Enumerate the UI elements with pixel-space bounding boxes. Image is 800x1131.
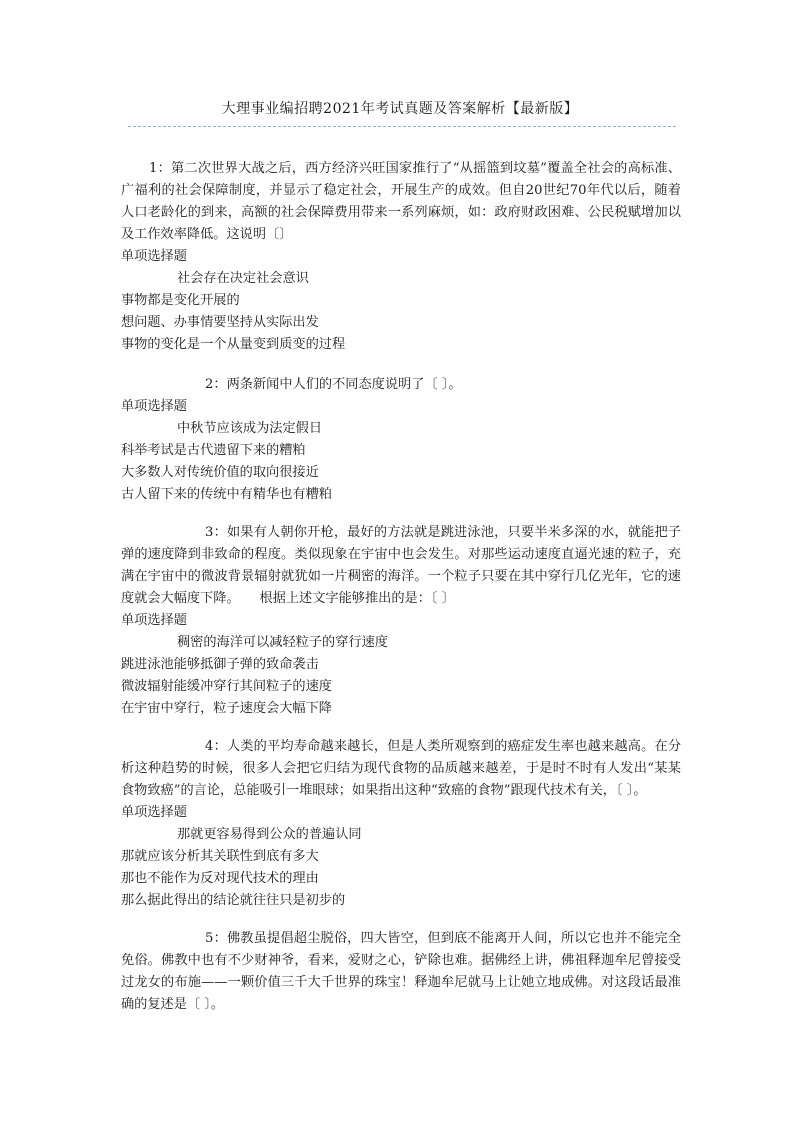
question-stem: 人类的平均寿命越来越长，但是人类所观察到的癌症发生率也越来越高。在分析这种趋势的时候，很多人会把它归结为现代食物的品质越来越差，于是时不时有人发出“某某食物致癌”的言论，总能吸引一堆眼球；如果指出这种“致癌的食物”跟现代技术有关，〔 〕。 bbox=[121, 739, 682, 798]
question-type: 单项选择题 bbox=[121, 805, 187, 820]
question-stem: 第二次世界大战之后，西方经济兴旺国家推行了“从摇篮到坟墓”覆盖全社会的高标准、广福利的社会保障制度，并显示了稳定社会，开展生产的成效。但自20世纪70年代以后，随着人口老龄化的到来，高额的社会保障费用带来一系列麻烦，如：政府财政困难、公民税赋增加以及工作效率降低。这说明〔〕 bbox=[121, 161, 681, 242]
question-number: 1： bbox=[149, 161, 172, 176]
option-c: 想问题、办事情要坚持从实际出发 bbox=[121, 315, 319, 330]
question-4 bbox=[121, 736, 681, 912]
question-number: 3： bbox=[205, 525, 227, 540]
option-c: 微波辐射能缓冲穿行其间粒子的速度 bbox=[121, 679, 332, 694]
question-number: 2： bbox=[205, 377, 227, 392]
option-a: 稠密的海洋可以减轻粒子的穿行速度 bbox=[177, 635, 388, 650]
option-a: 那就更容易得到公众的普遍认同 bbox=[177, 827, 362, 842]
question-type: 单项选择题 bbox=[121, 613, 187, 628]
option-c: 大多数人对传统价值的取向很接近 bbox=[121, 465, 319, 480]
question-type: 单项选择题 bbox=[121, 399, 187, 414]
option-a: 中秋节应该成为法定假日 bbox=[177, 421, 323, 436]
question-stem: 佛教虽提倡超尘脱俗，四大皆空，但到底不能离开人间，所以它也并不能完全免俗。佛教中也有不少财神爷，看来，爱财之心，铲除也难。据佛经上讲，佛祖释迦牟尼曾接受过龙女的布施——一颗价值三千大千世界的珠宝！释迦牟尼就马上让她立地成佛。对这段话最准确的复述是〔 〕。 bbox=[121, 931, 682, 1012]
question-2 bbox=[121, 374, 681, 506]
option-d: 在宇宙中穿行，粒子速度会大幅下降 bbox=[121, 701, 332, 716]
title-divider bbox=[128, 126, 676, 127]
option-b: 跳进泳池能够抵御子弹的致命袭击 bbox=[121, 657, 319, 672]
option-d: 那么据此得出的结论就往往只是初步的 bbox=[121, 893, 346, 908]
option-b: 科举考试是古代遗留下来的糟粕 bbox=[121, 443, 306, 458]
question-list bbox=[121, 158, 681, 1032]
question-number: 5： bbox=[205, 931, 227, 946]
option-d: 古人留下来的传统中有精华也有糟粕 bbox=[121, 487, 332, 502]
question-stem: 如果有人朝你开枪，最好的方法就是跳进泳池，只要半米多深的水，就能把子弹的速度降到非致命的程度。类似现象在宇宙中也会发生。对那些运动速度直逼光速的粒子，充满在宇宙中的微波背景辐射就犹如一片稠密的海洋。一个粒子只要在其中穿行几亿光年，它的速度就会大幅度下降。 根据上述文字能够推出的是：〔 〕 bbox=[121, 525, 682, 606]
option-b: 事物都是变化开展的 bbox=[121, 293, 240, 308]
document-title: 大理事业编招聘2021年考试真题及答案解析【最新版】 bbox=[221, 101, 579, 117]
option-c: 那也不能作为反对现代技术的理由 bbox=[121, 871, 319, 886]
option-b: 那就应该分析其关联性到底有多大 bbox=[121, 849, 319, 864]
question-number: 4： bbox=[205, 739, 227, 754]
option-d: 事物的变化是一个从量变到质变的过程 bbox=[121, 337, 346, 352]
question-type: 单项选择题 bbox=[121, 249, 187, 264]
question-1 bbox=[121, 158, 681, 356]
question-5 bbox=[121, 928, 681, 1016]
option-a: 社会存在决定社会意识 bbox=[177, 271, 309, 286]
question-3 bbox=[121, 522, 681, 720]
question-stem: 两条新闻中人们的不同态度说明了〔 〕。 bbox=[226, 377, 462, 392]
